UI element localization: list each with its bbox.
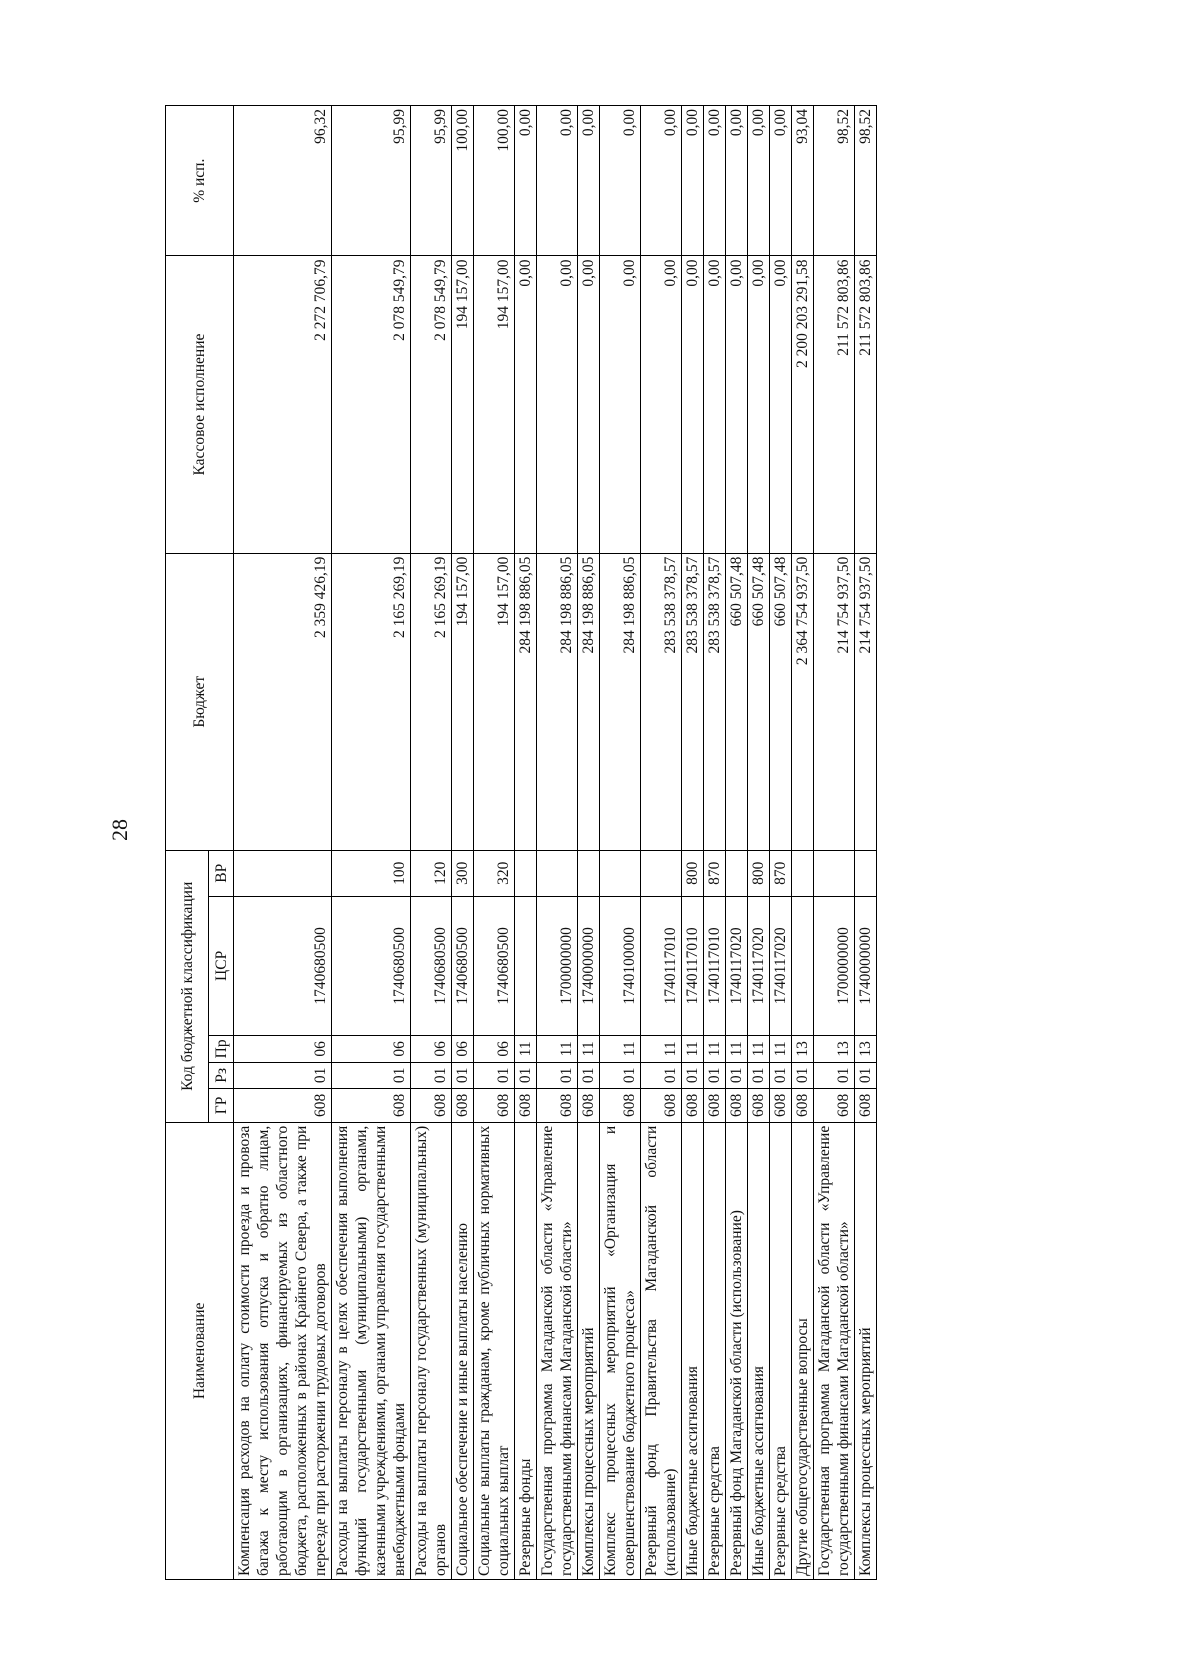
table-row [748, 106, 770, 1580]
cell-pr: 11 [515, 1036, 537, 1062]
table-row [855, 106, 877, 1580]
cell-name: Расходы на выплаты персоналу в целях обеспечения выполнения функций государственными (муниципальными) органами, казенными учреждениями, органами управления государственными внебюджетными фондами [332, 1122, 411, 1579]
cell-rz: 01 [641, 1062, 682, 1088]
cell-vr [234, 850, 332, 896]
cell-gr: 608 [641, 1089, 682, 1123]
table-row [792, 106, 814, 1580]
cell-rz: 01 [726, 1062, 748, 1088]
cell-budget: 284 198 886,05 [578, 553, 600, 850]
cell-percent: 95,99 [332, 106, 411, 256]
cell-budget: 194 157,00 [452, 553, 474, 850]
cell-rz: 01 [474, 1062, 515, 1088]
cell-cash: 0,00 [515, 256, 537, 553]
cell-csr: 1740680500 [332, 896, 411, 1036]
table-row [704, 106, 726, 1580]
cell-rz: 01 [792, 1062, 814, 1088]
cell-percent: 0,00 [770, 106, 792, 256]
table-row [537, 106, 578, 1580]
cell-cash: 2 078 549,79 [411, 256, 452, 553]
cell-rz: 01 [332, 1062, 411, 1088]
cell-pr: 06 [332, 1036, 411, 1062]
cell-pr: 13 [792, 1036, 814, 1062]
cell-pr: 11 [682, 1036, 704, 1062]
table-row [682, 106, 704, 1580]
cell-csr [792, 896, 814, 1036]
cell-cash: 194 157,00 [474, 256, 515, 553]
header-budget: Бюджет [166, 553, 234, 850]
table-row [814, 106, 855, 1580]
cell-name: Комплексы процессных мероприятий [578, 1122, 600, 1579]
cell-vr [515, 850, 537, 896]
table-row [332, 106, 411, 1580]
cell-rz: 01 [411, 1062, 452, 1088]
cell-rz: 01 [234, 1062, 332, 1088]
cell-csr: 1740000000 [578, 896, 600, 1036]
table-row [578, 106, 600, 1580]
cell-cash: 0,00 [704, 256, 726, 553]
cell-cash: 0,00 [748, 256, 770, 553]
table-header [166, 106, 234, 1580]
cell-rz: 01 [537, 1062, 578, 1088]
cell-name: Иные бюджетные ассигнования [748, 1122, 770, 1579]
cell-percent: 93,04 [792, 106, 814, 256]
cell-cash: 194 157,00 [452, 256, 474, 553]
cell-gr: 608 [578, 1089, 600, 1123]
table-row [411, 106, 452, 1580]
cell-cash: 0,00 [682, 256, 704, 553]
cell-budget: 2 165 269,19 [411, 553, 452, 850]
cell-cash: 211 572 803,86 [814, 256, 855, 553]
cell-csr: 1740117020 [748, 896, 770, 1036]
cell-vr: 870 [770, 850, 792, 896]
cell-name: Иные бюджетные ассигнования [682, 1122, 704, 1579]
cell-percent: 100,00 [474, 106, 515, 256]
cell-name: Резервные средства [704, 1122, 726, 1579]
cell-percent: 0,00 [748, 106, 770, 256]
cell-gr: 608 [332, 1089, 411, 1123]
cell-gr: 608 [770, 1089, 792, 1123]
table-body [234, 106, 877, 1580]
cell-gr: 608 [600, 1089, 641, 1123]
cell-csr [515, 896, 537, 1036]
cell-cash: 2 078 549,79 [332, 256, 411, 553]
cell-gr: 608 [704, 1089, 726, 1123]
cell-vr [792, 850, 814, 896]
cell-rz: 01 [578, 1062, 600, 1088]
cell-vr [578, 850, 600, 896]
cell-pr: 13 [814, 1036, 855, 1062]
header-rz: Рз [209, 1062, 234, 1088]
cell-gr: 608 [234, 1089, 332, 1123]
cell-pr: 11 [641, 1036, 682, 1062]
cell-name: Резервные фонды [515, 1122, 537, 1579]
cell-rz: 01 [814, 1062, 855, 1088]
cell-name: Государственная программа Магаданской области «Управление государственными финансами Магаданской области» [537, 1122, 578, 1579]
header-pr: Пр [209, 1036, 234, 1062]
cell-pr: 11 [537, 1036, 578, 1062]
cell-csr: 1740117010 [704, 896, 726, 1036]
cell-gr: 608 [411, 1089, 452, 1123]
cell-name: Государственная программа Магаданской области «Управление государственными финансами Магаданской области» [814, 1122, 855, 1579]
cell-gr: 608 [682, 1089, 704, 1123]
cell-percent: 0,00 [600, 106, 641, 256]
cell-percent: 0,00 [704, 106, 726, 256]
cell-csr: 1740117020 [726, 896, 748, 1036]
cell-vr: 870 [704, 850, 726, 896]
cell-csr: 1740680500 [234, 896, 332, 1036]
cell-name: Комплекс процессных мероприятий «Организация и совершенствование бюджетного процесса» [600, 1122, 641, 1579]
cell-percent: 0,00 [515, 106, 537, 256]
cell-budget: 660 507,48 [748, 553, 770, 850]
cell-gr: 608 [726, 1089, 748, 1123]
cell-pr: 06 [411, 1036, 452, 1062]
cell-gr: 608 [814, 1089, 855, 1123]
cell-cash: 2 200 203 291,58 [792, 256, 814, 553]
cell-vr: 300 [452, 850, 474, 896]
cell-cash: 0,00 [600, 256, 641, 553]
cell-pr: 13 [855, 1036, 877, 1062]
budget-execution-table [165, 105, 877, 1580]
cell-csr: 1740117010 [682, 896, 704, 1036]
header-gr: ГР [209, 1089, 234, 1123]
cell-csr: 1740680500 [474, 896, 515, 1036]
cell-vr [537, 850, 578, 896]
cell-name: Расходы на выплаты персоналу государственных (муниципальных) органов [411, 1122, 452, 1579]
cell-vr: 320 [474, 850, 515, 896]
cell-budget: 2 165 269,19 [332, 553, 411, 850]
cell-pr: 11 [748, 1036, 770, 1062]
cell-pr: 11 [704, 1036, 726, 1062]
cell-gr: 608 [537, 1089, 578, 1123]
page-number: 28 [107, 819, 132, 841]
cell-rz: 01 [704, 1062, 726, 1088]
cell-cash: 0,00 [726, 256, 748, 553]
cell-csr: 1740000000 [855, 896, 877, 1036]
cell-name: Резервный фонд Магаданской области (использование) [726, 1122, 748, 1579]
cell-percent: 95,99 [411, 106, 452, 256]
cell-vr [726, 850, 748, 896]
cell-pr: 11 [770, 1036, 792, 1062]
cell-budget: 283 538 378,57 [641, 553, 682, 850]
cell-gr: 608 [474, 1089, 515, 1123]
header-csr: ЦСР [209, 896, 234, 1036]
cell-vr [641, 850, 682, 896]
cell-csr: 1740100000 [600, 896, 641, 1036]
cell-budget: 283 538 378,57 [704, 553, 726, 850]
cell-rz: 01 [452, 1062, 474, 1088]
cell-budget: 214 754 937,50 [855, 553, 877, 850]
header-cash-execution: Кассовое исполнение [166, 256, 234, 553]
cell-csr: 1740680500 [411, 896, 452, 1036]
table-row [234, 106, 332, 1580]
cell-percent: 0,00 [578, 106, 600, 256]
cell-rz: 01 [748, 1062, 770, 1088]
cell-name: Социальные выплаты гражданам, кроме публичных нормативных социальных выплат [474, 1122, 515, 1579]
cell-percent: 96,32 [234, 106, 332, 256]
cell-budget: 283 538 378,57 [682, 553, 704, 850]
cell-csr: 1740680500 [452, 896, 474, 1036]
cell-name: Резервный фонд Правительства Магаданской области (использование) [641, 1122, 682, 1579]
cell-gr: 608 [515, 1089, 537, 1123]
cell-pr: 06 [234, 1036, 332, 1062]
cell-budget: 2 364 754 937,50 [792, 553, 814, 850]
table-row [641, 106, 682, 1580]
header-name: Наименование [166, 1122, 234, 1579]
cell-cash: 0,00 [641, 256, 682, 553]
cell-name: Компенсация расходов на оплату стоимости проезда и провоза багажа к месту использования отпуска и обратно лицам, работающим в организациях, финансируемых из областного бюджета, расположенных в районах Крайнего Севера, а также при переезде при расторжении трудовых договоров [234, 1122, 332, 1579]
cell-percent: 0,00 [682, 106, 704, 256]
cell-vr: 800 [682, 850, 704, 896]
cell-gr: 608 [855, 1089, 877, 1123]
cell-rz: 01 [855, 1062, 877, 1088]
header-vr: ВР [209, 850, 234, 896]
cell-csr: 1700000000 [814, 896, 855, 1036]
header-percent: % исп. [166, 106, 234, 256]
cell-vr [855, 850, 877, 896]
cell-csr: 1700000000 [537, 896, 578, 1036]
cell-csr: 1740117010 [641, 896, 682, 1036]
cell-rz: 01 [600, 1062, 641, 1088]
table-row [452, 106, 474, 1580]
cell-gr: 608 [452, 1089, 474, 1123]
cell-vr [600, 850, 641, 896]
cell-gr: 608 [748, 1089, 770, 1123]
cell-budget: 284 198 886,05 [600, 553, 641, 850]
cell-rz: 01 [515, 1062, 537, 1088]
cell-budget: 2 359 426,19 [234, 553, 332, 850]
cell-budget: 660 507,48 [770, 553, 792, 850]
cell-cash: 211 572 803,86 [855, 256, 877, 553]
cell-budget: 194 157,00 [474, 553, 515, 850]
cell-budget: 660 507,48 [726, 553, 748, 850]
cell-percent: 0,00 [726, 106, 748, 256]
table-row [600, 106, 641, 1580]
cell-vr: 120 [411, 850, 452, 896]
cell-percent: 100,00 [452, 106, 474, 256]
cell-pr: 06 [474, 1036, 515, 1062]
cell-name: Другие общегосударственные вопросы [792, 1122, 814, 1579]
cell-pr: 11 [578, 1036, 600, 1062]
cell-cash: 2 272 706,79 [234, 256, 332, 553]
table-row [770, 106, 792, 1580]
cell-budget: 214 754 937,50 [814, 553, 855, 850]
cell-budget: 284 198 886,05 [537, 553, 578, 850]
cell-gr: 608 [792, 1089, 814, 1123]
cell-pr: 06 [452, 1036, 474, 1062]
cell-cash: 0,00 [770, 256, 792, 553]
cell-rz: 01 [770, 1062, 792, 1088]
cell-name: Социальное обеспечение и иные выплаты населению [452, 1122, 474, 1579]
cell-budget: 284 198 886,05 [515, 553, 537, 850]
cell-percent: 0,00 [641, 106, 682, 256]
cell-vr [814, 850, 855, 896]
cell-cash: 0,00 [578, 256, 600, 553]
budget-table-container [165, 105, 1085, 1580]
cell-vr: 100 [332, 850, 411, 896]
table-row [726, 106, 748, 1580]
cell-csr: 1740117020 [770, 896, 792, 1036]
cell-pr: 11 [726, 1036, 748, 1062]
cell-rz: 01 [682, 1062, 704, 1088]
cell-name: Резервные средства [770, 1122, 792, 1579]
cell-name: Комплексы процессных мероприятий [855, 1122, 877, 1579]
header-code-group: Код бюджетной классификации [166, 850, 209, 1122]
cell-percent: 98,52 [814, 106, 855, 256]
cell-pr: 11 [600, 1036, 641, 1062]
table-row [515, 106, 537, 1580]
cell-vr: 800 [748, 850, 770, 896]
rotated-table-frame [165, 105, 1085, 1580]
cell-percent: 98,52 [855, 106, 877, 256]
table-row [474, 106, 515, 1580]
cell-percent: 0,00 [537, 106, 578, 256]
cell-cash: 0,00 [537, 256, 578, 553]
